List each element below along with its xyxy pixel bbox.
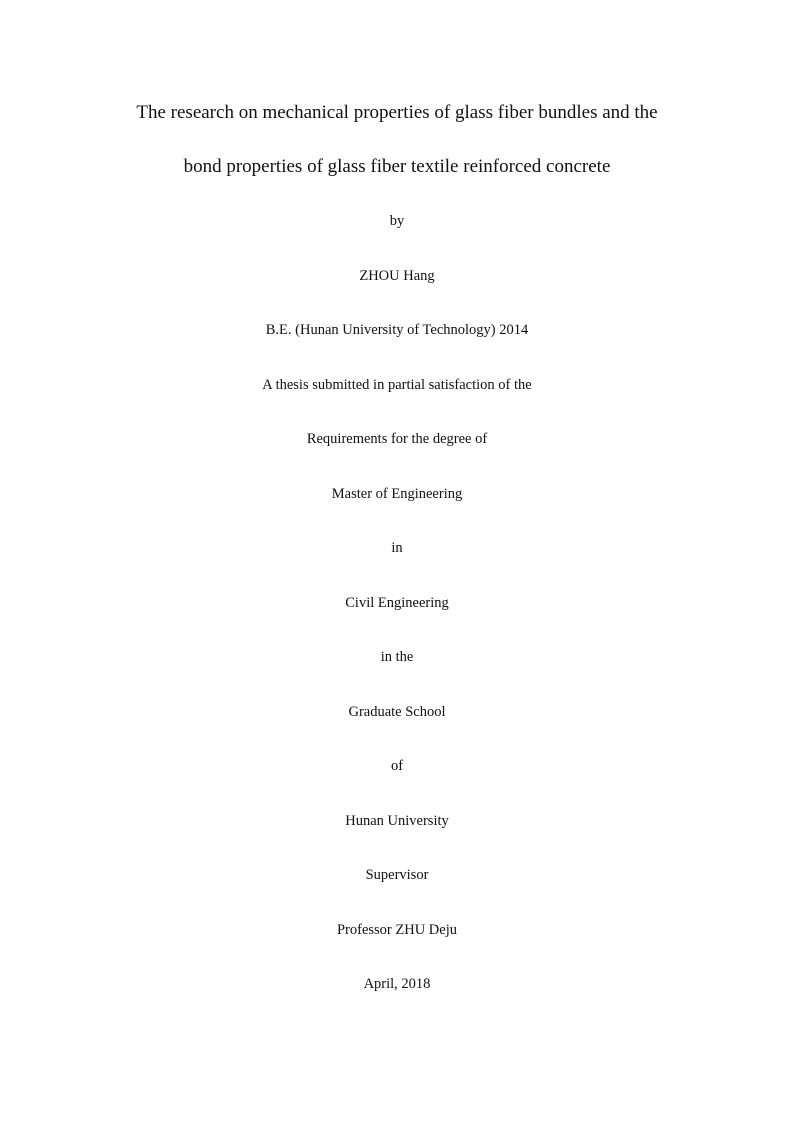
field-of-study: Civil Engineering [345,595,449,611]
in-the-text: in the [380,649,414,665]
thesis-title-line-2: bond properties of glass fiber textile reinforced concrete [183,156,611,177]
thesis-title-line-1: The research on mechanical properties of glass fiber bundles and the [136,102,658,123]
by-text: by [389,213,405,229]
author-name: ZHOU Hang [359,268,435,284]
university-name: Hunan University [345,813,449,829]
degree-name: Master of Engineering [331,486,463,502]
submission-date: April, 2018 [363,976,431,992]
of-text: of [390,758,404,774]
supervisor-label: Supervisor [365,867,429,883]
requirements-text: Requirements for the degree of [306,431,488,447]
previous-degree: B.E. (Hunan University of Technology) 2014 [265,322,529,338]
supervisor-name: Professor ZHU Deju [336,922,457,938]
thesis-statement: A thesis submitted in partial satisfaction of the [262,377,532,393]
school-name: Graduate School [348,704,446,720]
in-text: in [391,540,403,556]
